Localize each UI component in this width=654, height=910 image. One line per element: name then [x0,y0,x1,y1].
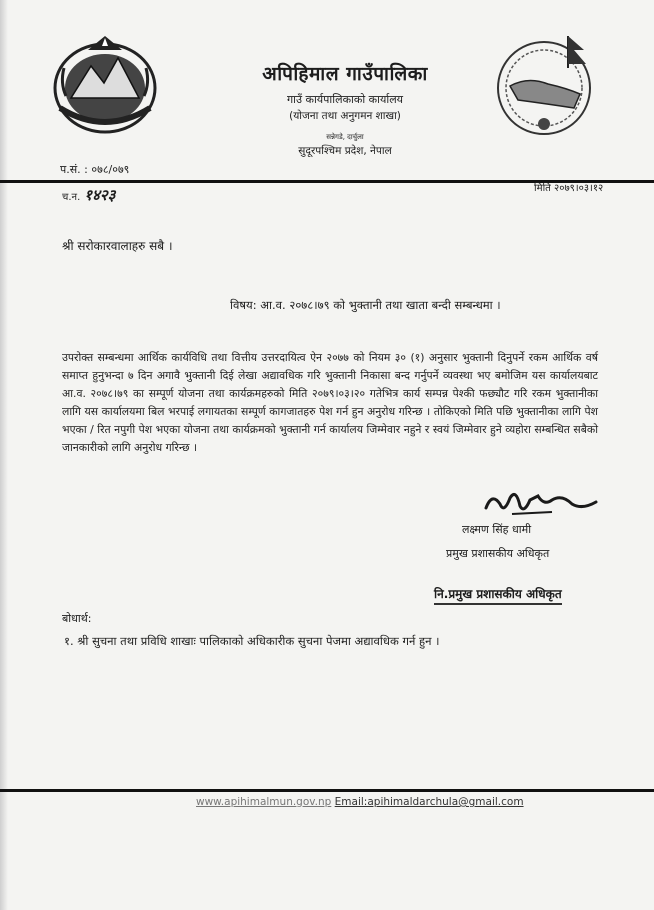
signer-title: प्रमुख प्रशासकीय अधिकृत [446,547,550,560]
letterhead [230,60,460,158]
branch-name: (योजना तथा अनुगमन शाखा) [289,110,401,122]
cc-item: १. श्री सुचना तथा प्रविधि शाखाः पालिकाको अधिकारीक सुचना पेजमा अद्यावधिक गर्न हुन । [64,634,440,648]
dispatch-label: च.न. [62,192,81,203]
reference-number: प.सं. : ०७८/०७९ [60,163,130,176]
handwritten-signature-icon [482,484,600,520]
email-link[interactable]: Email:apihimaldarchula@gmail.com [334,796,524,808]
district-name: सन्नेगडे, दार्चुला [326,133,364,141]
dispatch-handwritten-number: १४२३ [84,186,116,204]
office-address: सुदूरपश्चिम प्रदेश, नेपाल [298,145,392,157]
signer-name: लक्ष्मण सिंह धामी [462,523,532,536]
dispatch-number [62,185,115,205]
recipient: श्री सरोकारवालाहरु सबै । [62,239,173,253]
office-name: गाउँ कार्यपालिकाको कार्यालय [286,93,404,106]
officer-stamp: नि.प्रमुख प्रशासकीय अधिकृत [434,585,562,605]
nepal-map-flag-icon [488,28,600,138]
footer-contact [196,796,524,808]
municipality-title: अपिहिमाल गाउँपालिका [262,63,428,85]
footer-divider [0,789,654,792]
scan-edge [0,0,8,910]
website-link[interactable]: www.apihimalmun.gov.np [196,796,332,808]
letter-body: उपरोक्त सम्बन्धमा आर्थिक कार्यविधि तथा वित्तीय उत्तरदायित्व ऐन २०७७ को नियम ३० (१) अनुसार भुक्तानी दिनुपर्ने रकम आर्थिक वर्ष समाप्त हुनुभन्दा ७ दिन अगावै भुक्तानी दिई लेखा अद्यावधिक गरि भुक्तानी निकासा बन्द गर्नुपर्ने व्यवस्था भए बमोजिम यस कार्यालयबाट आ.व. २०७८।७९ का सम्पूर्ण योजना तथा कार्यक्रमहरुको मिति २०७९।०३।२० गतेभित्र कार्य सम्पन्न पेश्की फछ्यौट गरि रकम भुक्तानीका लागि यस कार्यालयमा बिल भरपाई लगायतका सम्पूर्ण कागजातहरु पेश गर्न हुन अनुरोध गरिन्छ । तोकिएको मिति पछि भुक्तानीका लागि पेश भएका / रित नपुगी पेश भएका योजना तथा कार्यक्रमको भुक्तानी गर्न कार्यालय जिम्मेवार नहुने र स्वयं जिम्मेवार हुने व्यहोरा सम्बन्धित सबैको जानकारीको लागि अनुरोध गरिन्छ । [62,351,598,454]
government-emblem-icon [46,28,164,138]
subject-line: विषय: आ.व. २०७८।७९ को भुक्तानी तथा खाता बन्दी सम्बन्धमा । [230,298,501,312]
letter-date: मिति २०७९।०३।१२ [534,183,604,194]
cc-label: बोधार्थ: [62,612,92,625]
